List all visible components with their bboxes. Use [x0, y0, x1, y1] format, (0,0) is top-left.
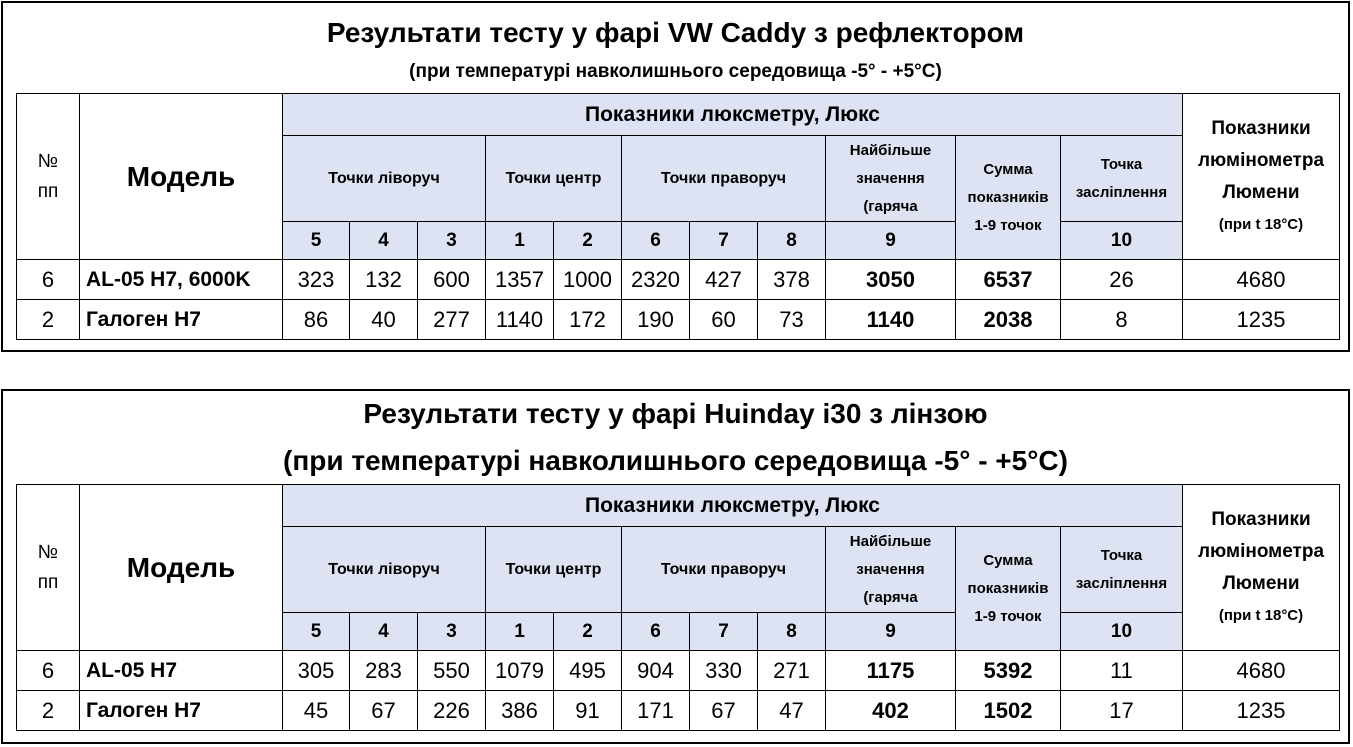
cell-p6: 2320: [622, 260, 690, 300]
header-text-line: Найбільше: [849, 141, 932, 159]
cell-p7: 67: [690, 691, 758, 731]
model-name: AL-05 H7, 6000K: [80, 260, 283, 300]
cell-p4: 132: [350, 260, 418, 300]
cell-p5: 305: [283, 651, 350, 691]
header-text-line: люмінометра: [1197, 540, 1325, 562]
cell-p9: 3050: [826, 260, 956, 300]
cell-p2: 495: [554, 651, 622, 691]
cell-p2: 1000: [554, 260, 622, 300]
point-number: 7: [690, 222, 758, 260]
cell-p7: 427: [690, 260, 758, 300]
cell-p10: 11: [1061, 651, 1183, 691]
col-header-luxmeter: Показники люксметру, Люкс: [283, 485, 1183, 527]
header-text-line: Сумма: [983, 160, 1033, 178]
col-header-right-points: Точки праворуч: [622, 136, 826, 222]
header-text-line: Показники: [1211, 117, 1311, 139]
cell-p6: 904: [622, 651, 690, 691]
cell-sum: 1502: [956, 691, 1061, 731]
col-header-center-points: Точки центр: [486, 527, 622, 613]
cell-sum: 5392: [956, 651, 1061, 691]
point-number: 10: [1061, 613, 1183, 651]
point-number: 8: [758, 222, 826, 260]
point-number: 1: [486, 613, 554, 651]
cell-p5: 323: [283, 260, 350, 300]
col-header-sum: [956, 527, 1061, 651]
cell-lumen: 1235: [1183, 691, 1340, 731]
cell-p10: 17: [1061, 691, 1183, 731]
table-subtitle: (при температурі навколишнього середовища -5° - +5°C): [409, 61, 942, 82]
col-header-max-value: [826, 136, 956, 222]
header-text-line: пп: [37, 180, 59, 202]
point-number: 1: [486, 222, 554, 260]
header-text-line: Точка: [1100, 155, 1143, 173]
point-number: 3: [418, 222, 486, 260]
col-header-max-value: [826, 527, 956, 613]
results-table: [16, 93, 1340, 340]
col-header-no: [17, 485, 80, 651]
header-text-line: (при t 18°C): [1218, 215, 1304, 233]
cell-p3: 600: [418, 260, 486, 300]
cell-sum: 2038: [956, 300, 1061, 340]
col-header-sum: [956, 136, 1061, 260]
cell-p2: 172: [554, 300, 622, 340]
table-subtitle: (при температурі навколишнього середовища -5° - +5°C): [283, 445, 1068, 476]
header-text-line: значення: [856, 169, 925, 187]
cell-p1: 386: [486, 691, 554, 731]
col-header-model: Модель: [80, 94, 283, 260]
row-number: 2: [17, 300, 80, 340]
col-header-glare-point: [1061, 136, 1183, 222]
header-text-line: 1-9 точок: [974, 607, 1042, 625]
cell-lumen: 4680: [1183, 260, 1340, 300]
col-header-lumen: [1183, 485, 1340, 651]
col-header-right-points: Точки праворуч: [622, 527, 826, 613]
col-header-model: Модель: [80, 485, 283, 651]
row-number: 6: [17, 651, 80, 691]
header-text-line: (гаряча: [863, 197, 918, 215]
point-number: 6: [622, 613, 690, 651]
header-text-line: пп: [37, 571, 59, 593]
cell-p4: 40: [350, 300, 418, 340]
col-header-center-points: Точки центр: [486, 136, 622, 222]
header-text-line: показників: [967, 579, 1049, 597]
point-number: 5: [283, 222, 350, 260]
cell-p1: 1079: [486, 651, 554, 691]
header-text-line: засліплення: [1075, 574, 1168, 592]
header-text-line: Люмени: [1222, 181, 1300, 203]
results-table: [16, 484, 1340, 731]
table-row: [17, 651, 1340, 691]
point-number: 9: [826, 222, 956, 260]
header-text-line: показників: [967, 188, 1049, 206]
cell-p10: 8: [1061, 300, 1183, 340]
cell-lumen: 1235: [1183, 300, 1340, 340]
cell-p3: 277: [418, 300, 486, 340]
cell-p2: 91: [554, 691, 622, 731]
header-text-line: 1-9 точок: [974, 216, 1042, 234]
header-text-line: Показники: [1211, 508, 1311, 530]
cell-p6: 190: [622, 300, 690, 340]
point-number: 8: [758, 613, 826, 651]
cell-p1: 1140: [486, 300, 554, 340]
cell-lumen: 4680: [1183, 651, 1340, 691]
cell-p3: 550: [418, 651, 486, 691]
col-header-glare-point: [1061, 527, 1183, 613]
header-text-line: Люмени: [1222, 572, 1300, 594]
cell-p8: 271: [758, 651, 826, 691]
point-number: 5: [283, 613, 350, 651]
col-header-no: [17, 94, 80, 260]
cell-p7: 330: [690, 651, 758, 691]
cell-p5: 45: [283, 691, 350, 731]
header-text-line: №: [37, 150, 59, 172]
table-row: [17, 691, 1340, 731]
col-header-luxmeter: Показники люксметру, Люкс: [283, 94, 1183, 136]
header-text-line: №: [37, 541, 59, 563]
point-number: 4: [350, 613, 418, 651]
cell-p9: 1140: [826, 300, 956, 340]
table-title: Результати тесту у фарі VW Caddy з рефлектором: [326, 17, 1025, 48]
table-row: [17, 300, 1340, 340]
cell-p7: 60: [690, 300, 758, 340]
cell-p4: 283: [350, 651, 418, 691]
point-number: 2: [554, 613, 622, 651]
col-header-left-points: Точки ліворуч: [283, 136, 486, 222]
point-number: 7: [690, 613, 758, 651]
point-number: 2: [554, 222, 622, 260]
header-text-line: засліплення: [1075, 183, 1168, 201]
col-header-left-points: Точки ліворуч: [283, 527, 486, 613]
point-number: 9: [826, 613, 956, 651]
header-text-line: Точка: [1100, 546, 1143, 564]
cell-p8: 73: [758, 300, 826, 340]
cell-p6: 171: [622, 691, 690, 731]
cell-p8: 378: [758, 260, 826, 300]
row-number: 6: [17, 260, 80, 300]
cell-sum: 6537: [956, 260, 1061, 300]
header-text-line: Найбільше: [849, 532, 932, 550]
cell-p9: 402: [826, 691, 956, 731]
header-text-line: Сумма: [983, 551, 1033, 569]
point-number: 4: [350, 222, 418, 260]
cell-p8: 47: [758, 691, 826, 731]
header-text-line: люмінометра: [1197, 149, 1325, 171]
table-row: [17, 260, 1340, 300]
cell-p3: 226: [418, 691, 486, 731]
cell-p10: 26: [1061, 260, 1183, 300]
header-text-line: (гаряча: [863, 588, 918, 606]
point-number: 3: [418, 613, 486, 651]
cell-p9: 1175: [826, 651, 956, 691]
table-title: Результати тесту у фарі Huinday i30 з лінзою: [363, 398, 988, 429]
model-name: Галоген H7: [80, 300, 283, 340]
row-number: 2: [17, 691, 80, 731]
table-block-caddy: [1, 1, 1350, 352]
cell-p5: 86: [283, 300, 350, 340]
cell-p4: 67: [350, 691, 418, 731]
point-number: 10: [1061, 222, 1183, 260]
cell-p1: 1357: [486, 260, 554, 300]
header-text-line: значення: [856, 560, 925, 578]
header-text-line: (при t 18°C): [1218, 606, 1304, 624]
model-name: AL-05 H7: [80, 651, 283, 691]
model-name: Галоген H7: [80, 691, 283, 731]
point-number: 6: [622, 222, 690, 260]
table-block-huinday: [1, 389, 1350, 744]
col-header-lumen: [1183, 94, 1340, 260]
